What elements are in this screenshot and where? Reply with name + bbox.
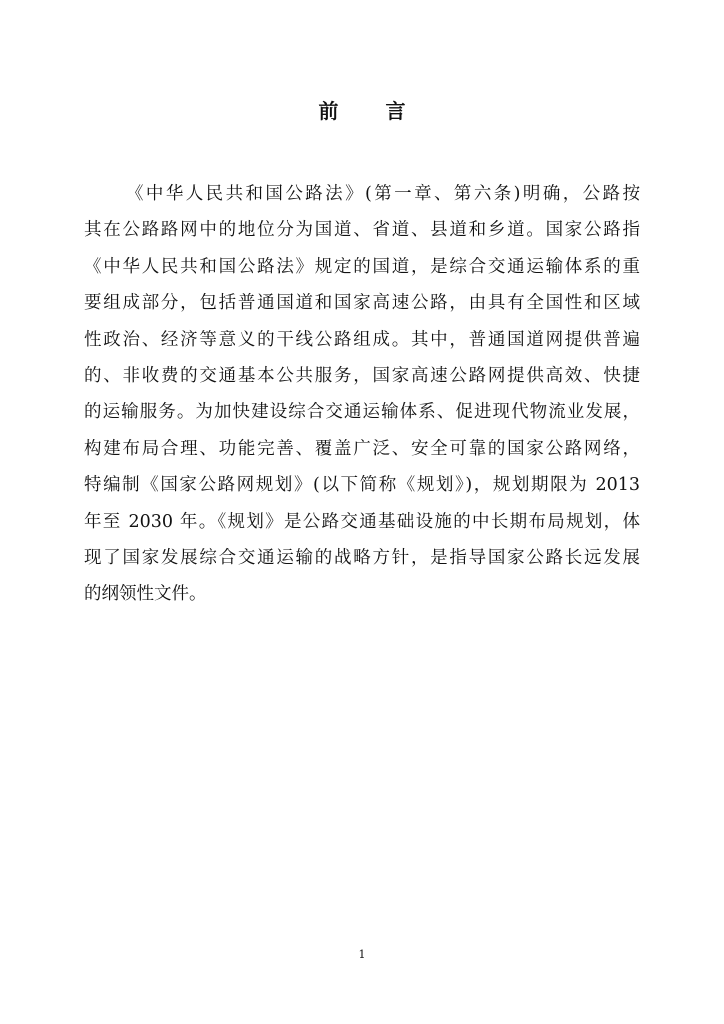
paragraph-line: 的纲领性文件。 xyxy=(84,584,207,605)
paragraph-line: 的运输服务。为加快建设综合交通运输体系、促进现代物流业发展， xyxy=(84,402,640,423)
paragraph-line: 《中华人民共和国公路法》规定的国道，是综合交通运输体系的重 xyxy=(84,256,640,277)
paragraph-line: 其在公路路网中的地位分为国道、省道、县道和乡道。国家公路指 xyxy=(84,220,640,241)
body-paragraph xyxy=(84,176,640,613)
paragraph-line: 要组成部分，包括普通国道和国家高速公路，由具有全国性和区域 xyxy=(84,293,640,314)
paragraph-line: 现了国家发展综合交通运输的战略方针，是指导国家公路长远发展 xyxy=(84,547,640,568)
paragraph-line: 构建布局合理、功能完善、覆盖广泛、安全可靠的国家公路网络， xyxy=(84,438,640,459)
page-title: 前 言 xyxy=(318,99,426,123)
paragraph-line: 《中华人民共和国公路法》(第一章、第六条)明确，公路按 xyxy=(126,184,640,204)
paragraph-line: 的、非收费的交通基本公共服务，国家高速公路网提供高效、快捷 xyxy=(84,365,640,386)
paragraph-line: 特编制《国家公路网规划》(以下简称《规划》)，规划期限为 2013 xyxy=(84,475,640,496)
page-number: 1 xyxy=(358,948,366,961)
paragraph-line: 年至 2030 年。《规划》是公路交通基础设施的中长期布局规划，体 xyxy=(84,511,640,532)
paragraph-line: 性政治、经济等意义的干线公路组成。其中，普通国道网提供普遍 xyxy=(84,329,640,350)
